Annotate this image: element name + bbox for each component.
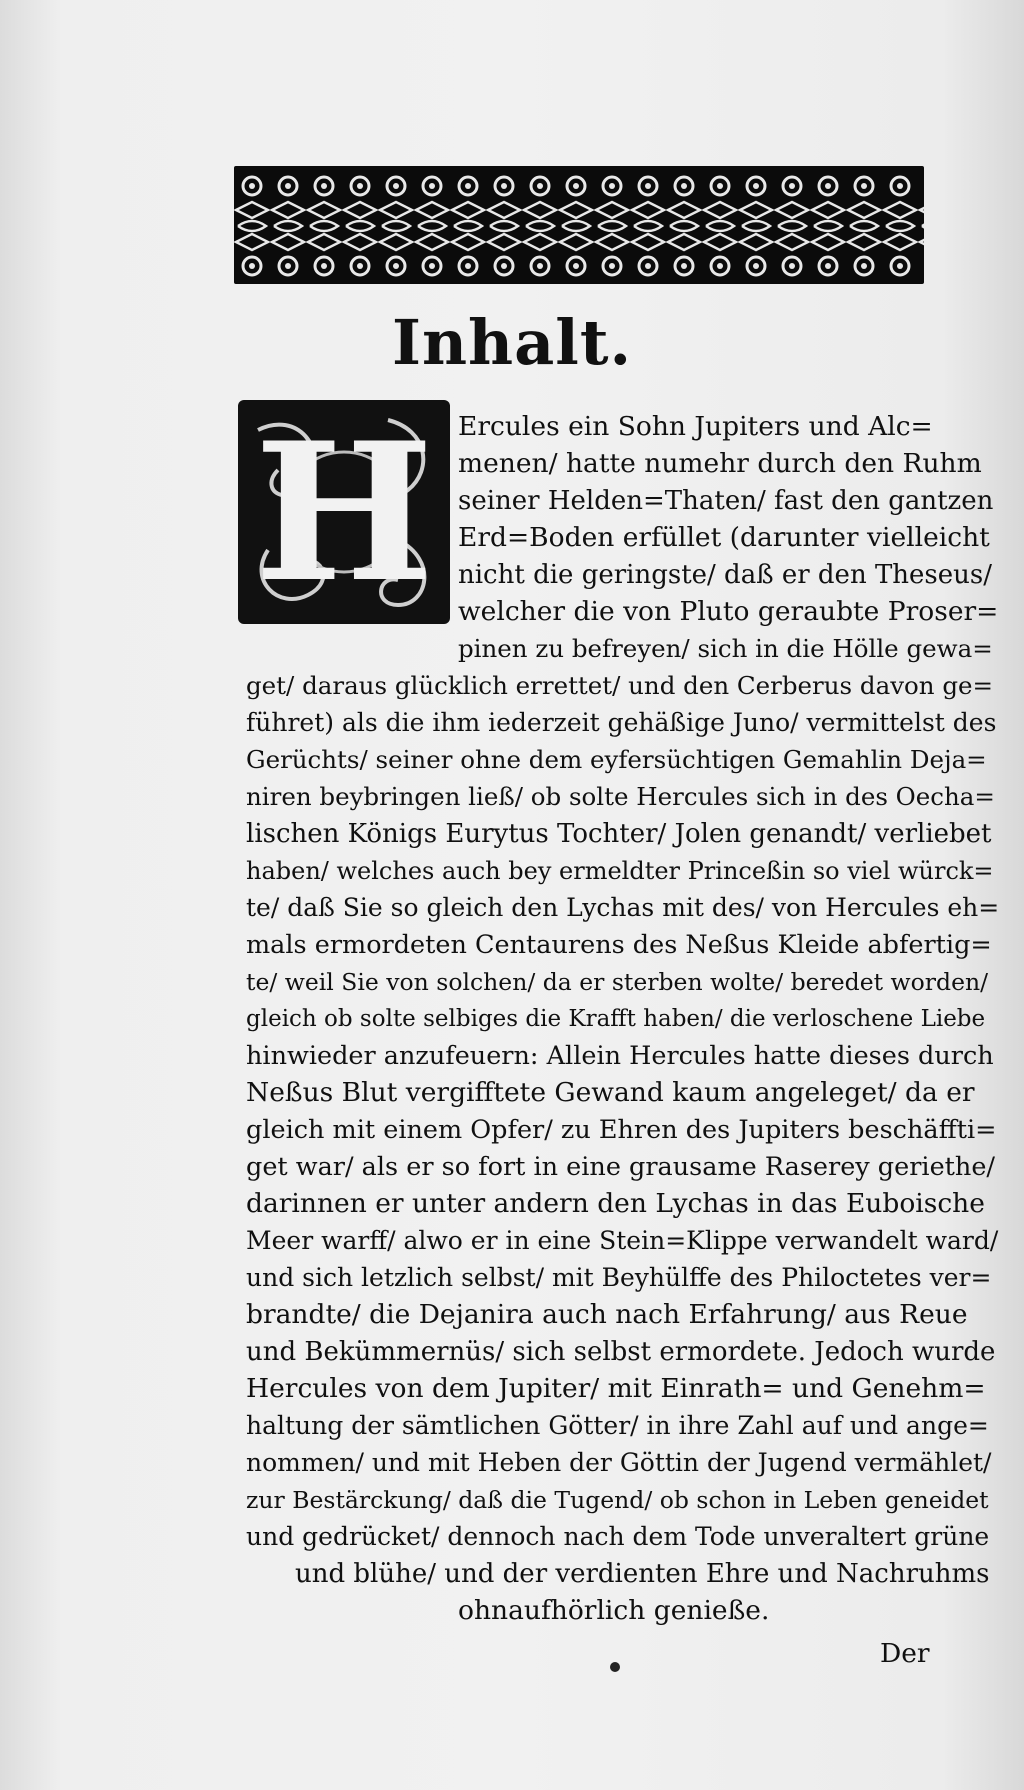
text-line: brandte/ die Dejanira auch nach Erfahrung/ aus Reue <box>246 1299 968 1330</box>
text-line: niren beybringen ließ/ ob solte Hercules sich in des Oecha= <box>246 782 995 811</box>
text-line: mals ermordeten Centaurens des Neßus Kleide abfertig= <box>246 930 992 960</box>
text-line: und Bekümmernüs/ sich selbst ermordete. Jedoch wurde <box>246 1337 996 1367</box>
text-line: pinen zu befreyen/ sich in die Hölle gewa= <box>458 634 993 663</box>
text-line: haben/ welches auch bey ermeldter Princeßin so viel würck= <box>246 857 994 885</box>
ink-dot <box>610 1662 620 1672</box>
text-line: Gerüchts/ seiner ohne dem eyfersüchtigen Gemahlin Deja= <box>246 745 987 774</box>
catchword: Der <box>880 1638 930 1669</box>
text-line: Ercules ein Sohn Jupiters und Alc= <box>458 411 933 442</box>
text-line: haltung der sämtlichen Götter/ in ihre Zahl auf und ange= <box>246 1411 989 1440</box>
text-line: te/ daß Sie so gleich den Lychas mit des/ von Hercules eh= <box>246 893 1000 922</box>
text-line: nicht die geringste/ daß er den Theseus/ <box>458 560 993 590</box>
text-line: führet) als die ihm iederzeit gehäßige Juno/ vermittelst des <box>246 708 997 737</box>
text-line: get/ daraus glücklich errettet/ und den Cerberus davon ge= <box>246 671 994 700</box>
text-line: zur Bestärckung/ daß die Tugend/ ob schon in Leben geneidet <box>246 1486 989 1514</box>
section-title: Inhalt. <box>391 306 633 379</box>
text-line: te/ weil Sie von solchen/ da er sterben wolte/ beredet worden/ <box>246 968 989 996</box>
text-line: Neßus Blut vergifftete Gewand kaum angeleget/ da er <box>246 1077 975 1108</box>
text-line: hinwieder anzufeuern: Allein Hercules hatte dieses durch <box>246 1041 994 1071</box>
drop-cap-letter: H <box>254 400 434 624</box>
text-line: darinnen er unter andern den Lychas in das Euboische <box>246 1188 985 1219</box>
text-line: ohnaufhörlich genieße. <box>458 1595 770 1626</box>
text-line: und blühe/ und der verdienten Ehre und Nachruhms <box>295 1559 990 1589</box>
text-line: gleich ob solte selbiges die Krafft haben/ die verloschene Liebe <box>246 1006 986 1032</box>
text-line: lischen Königs Eurytus Tochter/ Jolen genandt/ verliebet <box>246 819 992 849</box>
text-line: gleich mit einem Opfer/ zu Ehren des Jupiters beschäffti= <box>246 1115 997 1145</box>
text-line: menen/ hatte numehr durch den Ruhm <box>458 448 982 479</box>
text-line: Erd=Boden erfüllet (darunter vielleicht <box>458 522 990 553</box>
text-line: Meer warff/ alwo er in eine Stein=Klippe verwandelt ward/ <box>246 1226 999 1255</box>
text-line: seiner Helden=Thaten/ fast den gantzen <box>458 486 994 516</box>
text-line: get war/ als er so fort in eine grausame Raserey geriethe/ <box>246 1152 996 1182</box>
text-line: und gedrücket/ dennoch nach dem Tode unveraltert grüne <box>246 1522 990 1551</box>
text-line: Hercules von dem Jupiter/ mit Einrath= und Genehm= <box>246 1373 986 1404</box>
text-line: und sich letzlich selbst/ mit Beyhülffe des Philoctetes ver= <box>246 1263 992 1292</box>
text-line: nommen/ und mit Heben der Göttin der Jugend vermählet/ <box>246 1448 992 1477</box>
text-line: welcher die von Pluto geraubte Proser= <box>458 596 999 627</box>
